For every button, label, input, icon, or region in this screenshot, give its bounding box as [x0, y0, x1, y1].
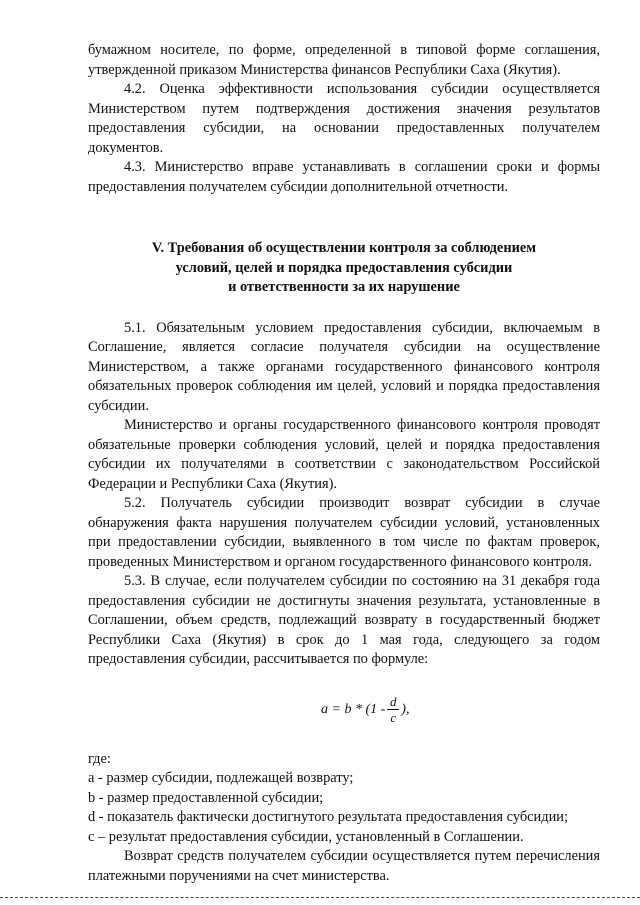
paragraph-4-2: 4.2. Оценка эффективности использования субсидии осуществляется Министерством путем подтверждения достижения значения результатов предоставления субсидии, на основании предоставленных получателем документов. — [88, 81, 600, 156]
definition-d: d - показатель фактически достигнутого результата предоставления субсидии; — [88, 809, 568, 825]
heading-line-1: V. Требования об осуществлении контроля за соблюдением — [151, 240, 537, 256]
definition-a: a - размер субсидии, подлежащей возврату; — [88, 770, 354, 786]
paragraph-5-1-second: Министерство и органы государственного финансового контроля проводят обязательные проверки соблюдения условий, целей и порядка предоставления субсидии их получателями в соответствии с законодательством Российской Федерации и Республики Саха (Якутия). — [88, 417, 600, 492]
paragraph-4-3: 4.3. Министерство вправе устанавливать в соглашении сроки и формы предоставления получателем субсидии дополнительной отчетности. — [88, 159, 600, 195]
paragraph-5-3: 5.3. В случае, если получателем субсидии по состоянию на 31 декабря года предоставления субсидии не достигнуты значения результата, установленные в Соглашении, объем средств, подлежащий возврату в государственный бюджет Республики Саха (Якутия) в срок до 1 мая года, следующего за годом предоставления субсидии, рассчитывается по формуле: — [88, 573, 600, 667]
formula-expression — [321, 686, 409, 734]
paragraph-return: Возврат средств получателем субсидии осуществляется путем перечисления платежными поручениями на счет министерства. — [88, 848, 600, 884]
formula-lhs: a = b * (1 - — [321, 701, 386, 717]
section-heading — [88, 239, 600, 298]
formula-fraction — [387, 694, 399, 725]
heading-line-2: условий, целей и порядка предоставления субсидии — [175, 259, 513, 276]
footer-divider — [0, 893, 640, 898]
formula-numerator: d — [390, 694, 397, 709]
heading-line-3: и ответственности за их нарушение — [228, 279, 460, 295]
page-content — [88, 41, 600, 886]
formula-rhs: ), — [401, 701, 410, 717]
formula — [88, 686, 600, 734]
definition-c: c – результат предоставления субсидии, установленный в Соглашении. — [88, 828, 524, 845]
definition-b: b - размер предоставленной субсидии; — [88, 789, 324, 806]
paragraph-continuation: бумажном носителе, по форме, определенной в типовой форме соглашения, утвержденной приказом Министерства финансов Республики Саха (Якутия). — [88, 42, 600, 78]
paragraph-5-1: 5.1. Обязательным условием предоставления субсидии, включаемым в Соглашение, является согласие получателя субсидии на осуществление Министерством, а также органами государственного финансового контроля обязательных проверок соблюдения им целей, условий и порядка предоставления субсидии. — [88, 319, 600, 414]
where-label: где: — [88, 750, 111, 767]
formula-denominator: c — [390, 710, 397, 725]
paragraph-5-2: 5.2. Получатель субсидии производит возврат субсидии в случае обнаружения факта нарушения получателем субсидии условий, установленных при предоставлении субсидии, выявленного в том числе по фактам проверок, проведенных Министерством и органом государственного финансового контроля. — [88, 495, 600, 570]
